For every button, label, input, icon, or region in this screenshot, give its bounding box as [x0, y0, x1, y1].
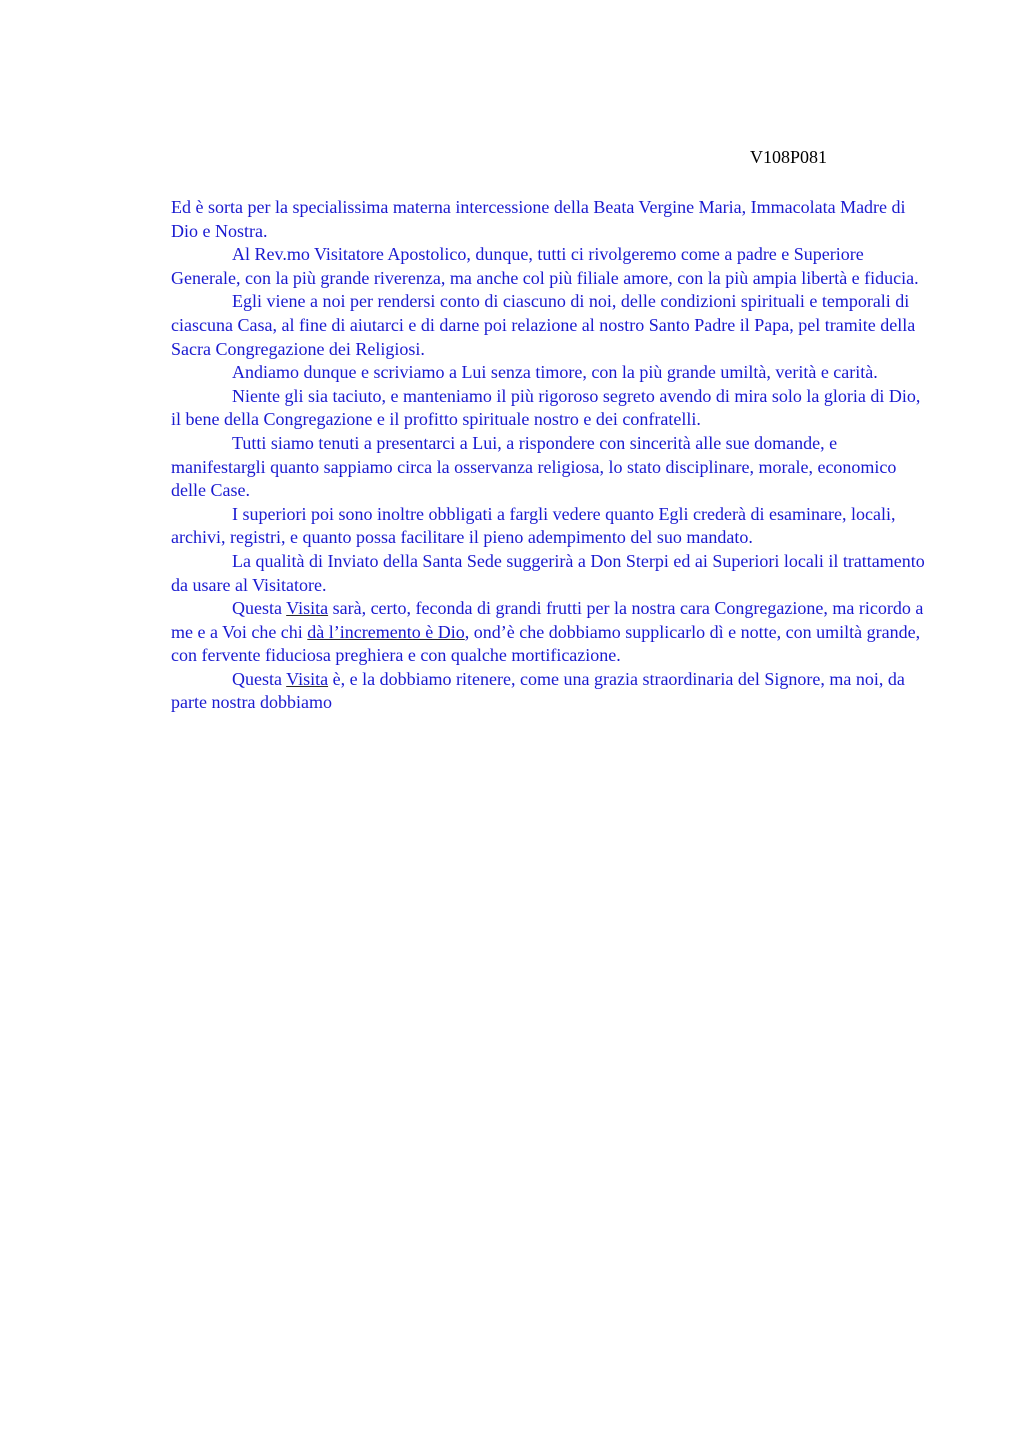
- paragraph-10-part-2: è, e la dobbiamo ritenere, come una grazia straordinaria del Signore, ma noi, da parte nostra dobbiamo: [171, 668, 905, 713]
- paragraph-4: Andiamo dunque e scriviamo a Lui senza timore, con la più grande umiltà, verità e carità.: [232, 362, 878, 383]
- paragraph-3: Egli viene a noi per rendersi conto di ciascuno di noi, delle condizioni spirituali e temporali di ciascuna Casa, al fine di aiutarci e di darne poi relazione al nostro Santo Padre il Papa, pel tramite della Sacra Congregazione dei Religiosi.: [171, 291, 916, 359]
- document-body: [171, 196, 931, 715]
- paragraph-9: [171, 597, 931, 668]
- paragraph-10: [171, 668, 931, 715]
- paragraph-1: Ed è sorta per la specialissima materna intercessione della Beata Vergine Maria, Immacolata Madre di Dio e Nostra.: [171, 197, 906, 241]
- paragraph-9-part-1: Questa: [232, 598, 287, 619]
- paragraph-8: La qualità di Inviato della Santa Sede suggerirà a Don Sterpi ed ai Superiori locali il trattamento da usare al Visitatore.: [171, 550, 925, 595]
- paragraph-10-part-1: Questa: [232, 668, 287, 689]
- paragraph-9-part-3: , ond’è che dobbiamo supplicarlo dì e notte, con umiltà grande, con fervente fiduciosa preghiera e con qualche mortificazione.: [171, 621, 921, 666]
- paragraph-6: Tutti siamo tenuti a presentarci a Lui, a rispondere con sincerità alle sue domande, e manifestargli quanto sappiamo circa la osservanza religiosa, lo stato disciplinare, morale, economico delle Case.: [171, 432, 897, 501]
- paragraph-5: Niente gli sia taciuto, e manteniamo il più rigoroso segreto avendo di mira solo la gloria di Dio, il bene della Congregazione e il profitto spirituale nostro e dei confratelli.: [171, 385, 921, 430]
- underlined-visita: Visita: [286, 598, 329, 619]
- paragraph-2: Al Rev.mo Visitatore Apostolico, dunque, tutti ci rivolgeremo come a padre e Superiore Generale, con la più grande riverenza, ma anche col più filiale amore, con la più ampia libertà e fiducia.: [171, 244, 919, 288]
- paragraph-7: I superiori poi sono inoltre obbligati a fargli vedere quanto Egli crederà di esaminare, locali, archivi, registri, e quanto possa facilitare il pieno adempimento del suo mandato.: [171, 503, 896, 548]
- paragraph-9-part-2: sarà, certo, feconda di grandi frutti per la nostra cara Congregazione, ma ricordo a me e a Voi che chi: [171, 598, 924, 642]
- page-code: V108P081: [750, 147, 828, 167]
- underlined-visita-2: Visita: [286, 668, 329, 689]
- underlined-incremento: dà l’incremento è Dio: [307, 621, 465, 642]
